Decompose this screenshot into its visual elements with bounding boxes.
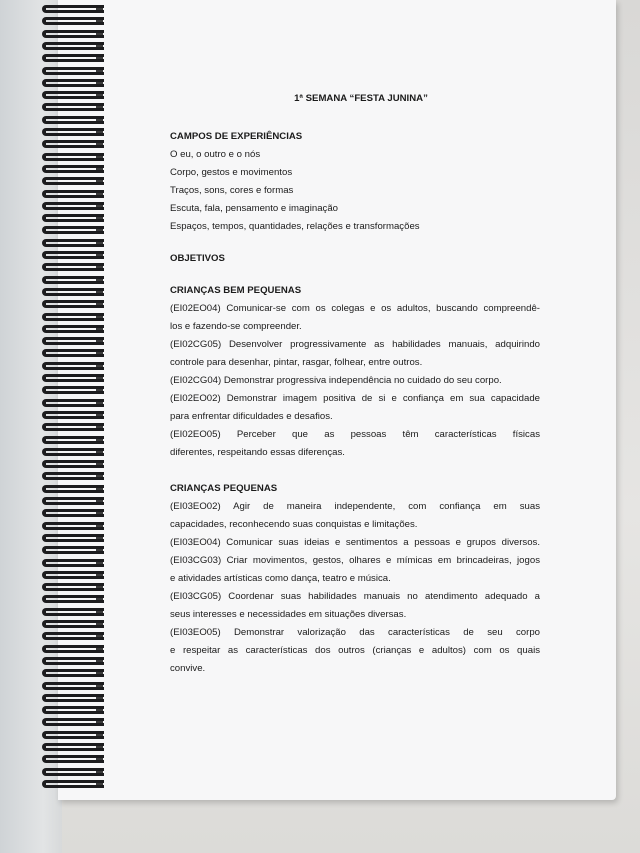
objetivos-heading: OBJETIVOS	[170, 253, 225, 264]
objective-line: (EI02CG04) Demonstrar progressiva independência no cuidado do seu corpo.	[170, 375, 502, 386]
campo-item: Traços, sons, cores e formas	[170, 185, 294, 196]
campo-item: Corpo, gestos e movimentos	[170, 167, 293, 178]
objective-line: (EI02EO02) Demonstrar imagem positiva de si e confiança em sua capacidade	[170, 393, 540, 404]
campo-item: Espaços, tempos, quantidades, relações e transformações	[170, 221, 420, 232]
objective-line: capacidades, reconhecendo suas conquistas e limitações.	[170, 519, 418, 530]
campo-item: O eu, o outro e o nós	[170, 149, 261, 160]
objective-line: seus interesses e necessidades em situações diversas.	[170, 609, 407, 620]
pequenas-heading: CRIANÇAS PEQUENAS	[170, 483, 278, 494]
objective-line: (EI02EO04) Comunicar-se com os colegas e os adultos, buscando compreendê-	[170, 303, 540, 314]
objective-line: convive.	[170, 663, 206, 674]
objective-line: controle para desenhar, pintar, rasgar, folhear, entre outros.	[170, 357, 423, 368]
page-title: 1ª SEMANA “FESTA JUNINA”	[294, 93, 428, 104]
objective-line: (EI02EO05) Perceber que as pessoas têm características físicas	[170, 429, 540, 440]
objective-line: (EI03EO02) Agir de maneira independente, com confiança em suas	[170, 501, 540, 512]
objective-line: (EI02CG05) Desenvolver progressivamente as habilidades manuais, adquirindo	[170, 339, 540, 350]
objective-line: e respeitar as características dos outros (crianças e adultos) com os quais	[170, 645, 540, 656]
page-content	[170, 90, 540, 678]
objective-line: (EI03CG05) Coordenar suas habilidades manuais no atendimento adequado a	[170, 591, 540, 602]
objective-line: diferentes, respeitando essas diferenças.	[170, 447, 345, 458]
objective-line: para enfrentar dificuldades e desafios.	[170, 411, 333, 422]
campos-heading: CAMPOS DE EXPERIÊNCIAS	[170, 131, 303, 142]
objective-line: e atividades artísticas como dança, teatro e música.	[170, 573, 391, 584]
objective-line: (EI03EO04) Comunicar suas ideias e sentimentos a pessoas e grupos diversos.	[170, 537, 540, 548]
bem-pequenas-heading: CRIANÇAS BEM PEQUENAS	[170, 285, 302, 296]
objective-line: (EI03EO05) Demonstrar valorização das características de seu corpo	[170, 627, 540, 638]
objective-line: (EI03CG03) Criar movimentos, gestos, olhares e mímicas em brincadeiras, jogos	[170, 555, 540, 566]
objective-line: los e fazendo-se compreender.	[170, 321, 302, 332]
campo-item: Escuta, fala, pensamento e imaginação	[170, 203, 338, 214]
spiral-coil	[38, 777, 118, 791]
spiral-binding	[38, 2, 118, 792]
